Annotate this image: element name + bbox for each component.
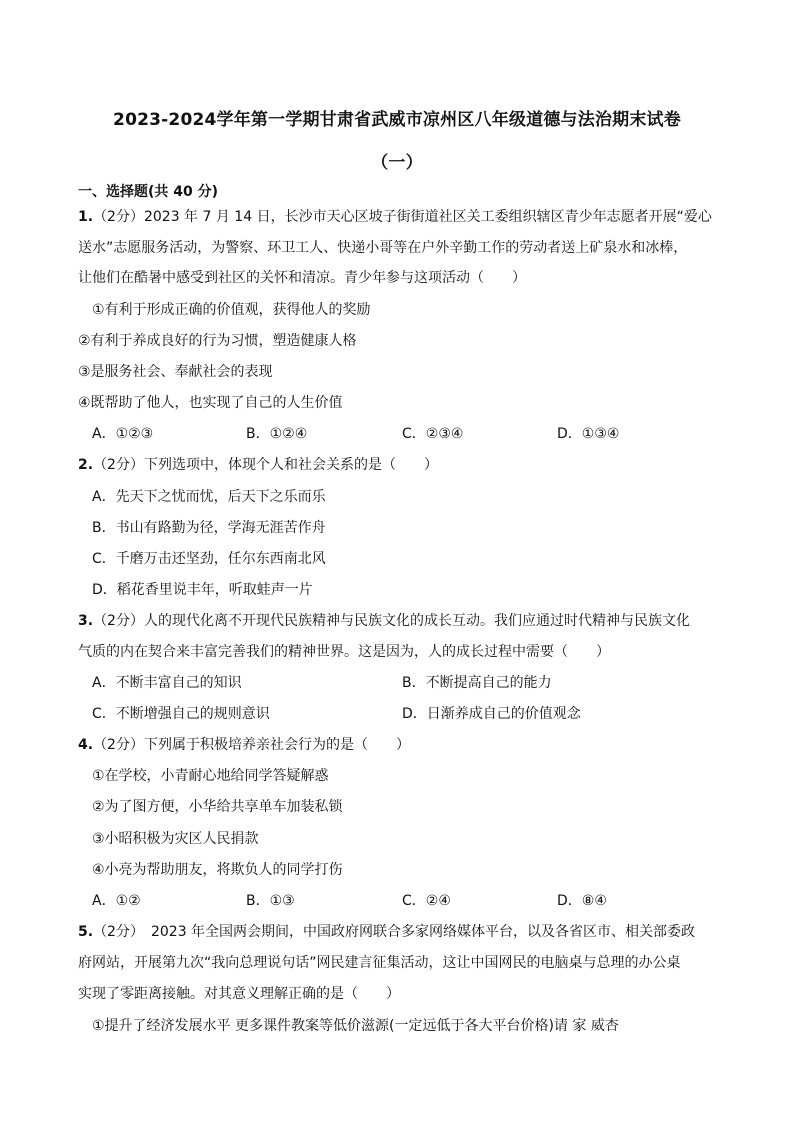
- question-2-stem: [78, 455, 438, 475]
- question-1-option-c: C．②③④: [402, 426, 464, 442]
- question-text: （2分）下列选项中，体现个人和社会关系的是（ ）: [93, 457, 438, 473]
- section-heading: 一、选择题(共 40 分): [78, 184, 219, 200]
- question-3-option-c: C．不断增强自己的规则意识: [92, 706, 270, 722]
- question-2-option-b: B．书山有路勤为径，学海无涯苦作舟: [92, 520, 326, 536]
- question-1-option-d: D．①③④: [557, 426, 620, 442]
- question-1-item-2: ②有利于养成良好的行为习惯，塑造健康人格: [78, 333, 357, 349]
- question-5-line-2: 府网站，开展第九次“我向总理说句话”网民建言征集活动，这让中国网民的电脑桌与总理的办公桌: [78, 955, 681, 971]
- question-number: 5.: [78, 924, 94, 940]
- question-1-line-2: 送水”志愿服务活动，为警察、环卫工人、快递小哥等在户外辛勤工作的劳动者送上矿泉水和冰棒，: [78, 240, 688, 256]
- question-3-option-d: D．日渐养成自己的价值观念: [402, 706, 581, 722]
- exam-title: 2023-2024学年第一学期甘肃省武威市凉州区八年级道德与法治期末试卷: [113, 110, 681, 130]
- question-4-item-3: ③小昭积极为灾区人民捐款: [92, 831, 259, 847]
- question-4-option-b: B．①③: [246, 893, 295, 909]
- question-2-option-d: D．稻花香里说丰年，听取蛙声一片: [92, 582, 313, 598]
- question-number: 3.: [78, 613, 94, 629]
- exam-title-part: （一）: [371, 153, 423, 173]
- question-1-option-b: B．①②④: [246, 426, 308, 442]
- question-3-option-b: B．不断提高自己的能力: [402, 675, 552, 691]
- question-2-option-a: A．先天下之忧而忧，后天下之乐而乐: [92, 489, 326, 505]
- question-text: （2分）人的现代化离不开现代民族精神与民族文化的成长互动。我们应通过时代精神与民族文化: [93, 613, 690, 629]
- question-4-item-4: ④小亮为帮助朋友，将欺负人的同学打伤: [92, 862, 343, 878]
- question-3-option-a: A．不断丰富自己的知识: [92, 675, 242, 691]
- question-number: 2.: [78, 457, 94, 473]
- question-2-option-c: C．千磨万击还坚劲，任尔东西南北风: [92, 551, 326, 567]
- question-text: （2分） 2023 年全国两会期间，中国政府网联合多家网络媒体平台，以及各省区市、相关部委政: [93, 924, 696, 940]
- question-number: 4.: [78, 737, 94, 753]
- question-1-line-1: [78, 207, 712, 227]
- question-5-item-1: ①提升了经济发展水平 更多课件教案等低价滋源(一定远低于各大平台价格)请 家 威杏: [92, 1018, 619, 1034]
- question-5-line-1: [78, 922, 695, 942]
- question-4-item-1: ①在学校，小青耐心地给同学答疑解惑: [92, 768, 329, 784]
- question-4-stem: [78, 735, 410, 755]
- question-number: 1.: [78, 209, 94, 225]
- question-text: （2分）2023 年 7 月 14 日，长沙市天心区坡子街街道社区关工委组织辖区青少年志愿者开展“爱心: [93, 209, 712, 225]
- question-4-item-2: ②为了图方便，小华给共享单车加装私锁: [92, 799, 343, 815]
- question-4-option-a: A．①②: [92, 893, 141, 909]
- question-3-line-2: 气质的内在契合来丰富完善我们的精神世界。这是因为，人的成长过程中需要（ ）: [78, 644, 610, 660]
- question-text: （2分）下列属于积极培养亲社会行为的是（ ）: [93, 737, 410, 753]
- question-5-line-3: 实现了零距离接触。对其意义理解正确的是（ ）: [78, 986, 400, 1002]
- question-1-line-3: 让他们在酷暑中感受到社区的关怀和清凉。青少年参与这项活动（ ）: [78, 270, 526, 286]
- question-3-line-1: [78, 611, 690, 631]
- question-1-item-1: ①有利于形成正确的价值观，获得他人的奖励: [92, 302, 371, 318]
- question-4-option-d: D．⑧④: [557, 893, 607, 909]
- question-1-item-3: ③是服务社会、奉献社会的表现: [78, 364, 273, 380]
- question-1-option-a: A．①②③: [92, 426, 154, 442]
- question-1-item-4: ④既帮助了他人，也实现了自己的人生价值: [78, 395, 343, 411]
- question-4-option-c: C．②④: [402, 893, 451, 909]
